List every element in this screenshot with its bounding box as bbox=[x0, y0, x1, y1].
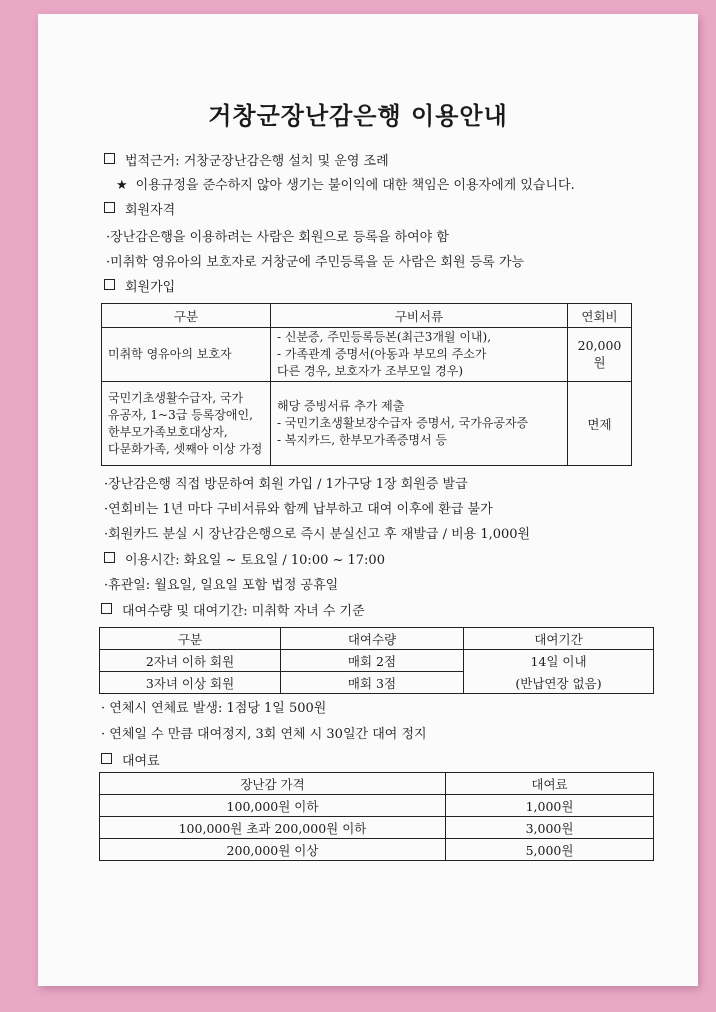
fee-cell: 20,000원 bbox=[568, 328, 632, 382]
table-row bbox=[102, 382, 632, 466]
fee-cell: 3,000원 bbox=[446, 817, 654, 839]
fee-cell: 5,000원 bbox=[446, 839, 654, 861]
notice: ★ 이용규정을 준수하지 않아 생기는 불이익에 대한 책임은 이용자에게 있습니다. bbox=[116, 178, 575, 193]
section-fees: 대여료 bbox=[101, 750, 160, 769]
table-header: 연회비 bbox=[568, 304, 632, 328]
table-row bbox=[102, 328, 632, 382]
page-title: 거창군장난감은행 이용안내 bbox=[208, 102, 508, 130]
table-row bbox=[100, 795, 654, 817]
docs-cell: - 신분증, 주민등록등본(최근3개월 이내), - 가족관계 증명서(아동과 부모의 주소가 다른 경우, 보호자가 조부모일 경우) bbox=[271, 328, 568, 382]
fee-cell: 면제 bbox=[568, 382, 632, 466]
table-header-row bbox=[100, 628, 654, 650]
category-cell: 2자녀 이하 회원 bbox=[100, 650, 281, 672]
join-note: ·회원카드 분실 시 장난감은행으로 즉시 분실신고 후 재발급 / 비용 1,000원 bbox=[104, 527, 531, 542]
table-header-row bbox=[102, 304, 632, 328]
table-header: 대여기간 bbox=[464, 628, 654, 650]
docs-cell: 해당 증빙서류 추가 제출 - 국민기초생활보장수급자 증명서, 국가유공자증 - 복지카드, 한부모가족증명서 등 bbox=[271, 382, 568, 466]
fee-cell: 1,000원 bbox=[446, 795, 654, 817]
checkbox-icon bbox=[104, 202, 115, 213]
category-cell: 3자녀 이상 회원 bbox=[100, 672, 281, 694]
closed-days: ·휴관일: 월요일, 일요일 포함 법정 공휴일 bbox=[104, 578, 339, 593]
table-header: 대여료 bbox=[446, 773, 654, 795]
table-header: 구분 bbox=[100, 628, 281, 650]
table-row bbox=[100, 817, 654, 839]
price-cell: 200,000원 이상 bbox=[100, 839, 446, 861]
join-note: ·연회비는 1년 마다 구비서류와 함께 납부하고 대여 이후에 환급 불가 bbox=[104, 502, 493, 517]
price-cell: 100,000원 이하 bbox=[100, 795, 446, 817]
table-row bbox=[100, 650, 654, 672]
section-rental: 대여수량 및 대여기간: 미취학 자녀 수 기준 bbox=[101, 600, 365, 619]
join-note: ·장난감은행 직접 방문하여 회원 가입 / 1가구당 1장 회원증 발급 bbox=[104, 477, 468, 492]
section-hours: 이용시간: 화요일 ~ 토요일 / 10:00 ~ 17:00 bbox=[104, 549, 385, 568]
star-icon: ★ bbox=[116, 178, 128, 193]
period-cell: 14일 이내 (반납연장 없음) bbox=[464, 650, 654, 694]
table-header: 대여수량 bbox=[281, 628, 464, 650]
fee-table bbox=[99, 772, 654, 861]
checkbox-icon bbox=[104, 153, 115, 164]
checkbox-icon bbox=[101, 603, 112, 614]
rental-table bbox=[99, 627, 654, 694]
qty-cell: 매회 3점 bbox=[281, 672, 464, 694]
rental-note: · 연체일 수 만큼 대여정지, 3회 연체 시 30일간 대여 정지 bbox=[101, 727, 427, 742]
category-cell: 국민기초생활수급자, 국가 유공자, 1~3급 등록장애인, 한부모가족보호대상자, 다문화가족, 셋째아 이상 가정 bbox=[102, 382, 271, 466]
qty-cell: 매회 2점 bbox=[281, 650, 464, 672]
price-cell: 100,000원 초과 200,000원 이하 bbox=[100, 817, 446, 839]
table-header: 구비서류 bbox=[271, 304, 568, 328]
legal-basis: 법적근거: 거창군장난감은행 설치 및 운영 조례 bbox=[104, 150, 389, 169]
checkbox-icon bbox=[101, 753, 112, 764]
checkbox-icon bbox=[104, 552, 115, 563]
table-header: 장난감 가격 bbox=[100, 773, 446, 795]
membership-item: ·장난감은행을 이용하려는 사람은 회원으로 등록을 하여야 함 bbox=[106, 230, 449, 245]
section-membership: 회원자격 bbox=[104, 199, 175, 218]
table-header-row bbox=[100, 773, 654, 795]
join-table bbox=[101, 303, 632, 466]
rental-note: · 연체시 연체료 발생: 1점당 1일 500원 bbox=[101, 701, 327, 716]
section-join: 회원가입 bbox=[104, 276, 175, 295]
category-cell: 미취학 영유아의 보호자 bbox=[102, 328, 271, 382]
checkbox-icon bbox=[104, 279, 115, 290]
table-row bbox=[100, 839, 654, 861]
table-header: 구분 bbox=[102, 304, 271, 328]
membership-item: ·미취학 영유아의 보호자로 거창군에 주민등록을 둔 사람은 회원 등록 가능 bbox=[106, 255, 525, 270]
